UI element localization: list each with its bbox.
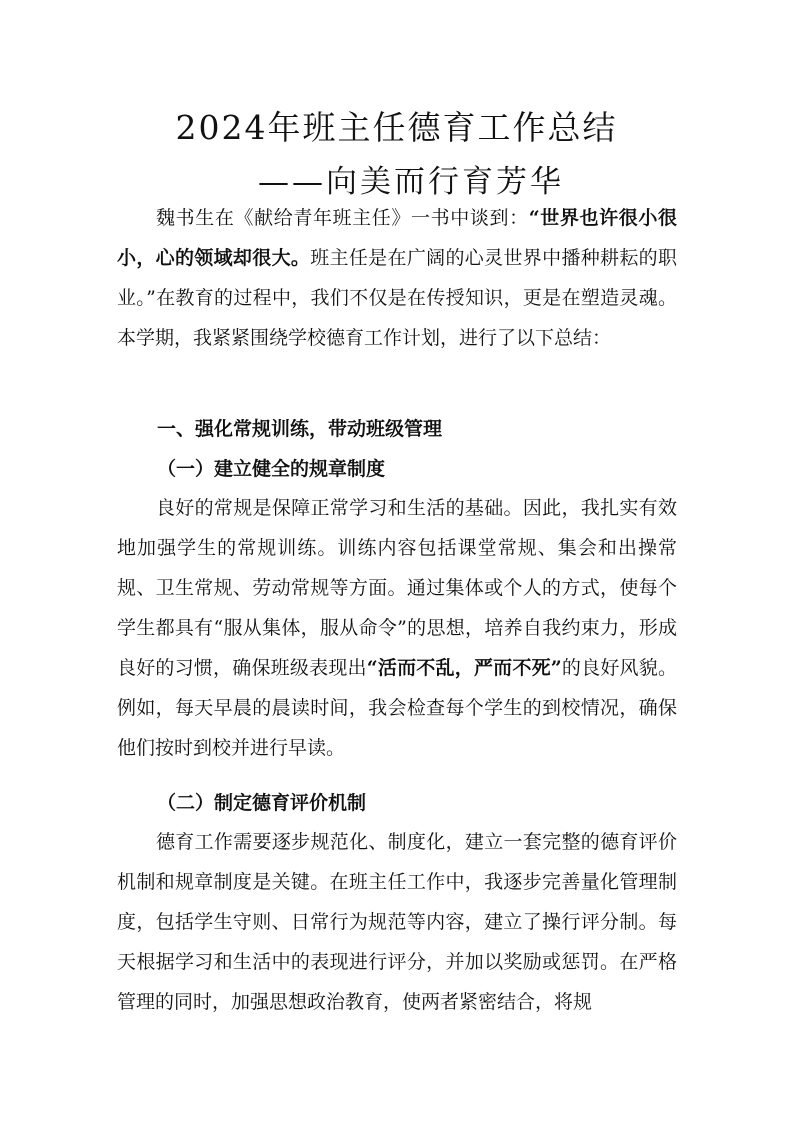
intro-text-2: 班主任是在广阔的心灵世界中播种耕耘的职业。”在教育的过程中，我们不仅是在传授知识，更是在塑造灵魂。本学期，我紧紧围绕学校德育工作计划，进行了以下总结： [117, 247, 677, 349]
intro-text-1: 魏书生在《献给青年班主任》一书中谈到： [156, 207, 529, 229]
intro-paragraph [117, 198, 677, 358]
subsection-2-heading: （二）制定德育评价机制 [157, 792, 367, 814]
subsection-2-paragraph [117, 822, 677, 1022]
document-subtitle: ——向美而行育芳华 [258, 164, 564, 200]
subsection-1-text-2: 的良好风貌。例如，每天早晨的晨读时间，我会检查每个学生的到校情况，确保他们按时到校并进行早读。 [117, 657, 677, 759]
intro-quote: “世界也许很小很小，心的领域却很大。 [117, 207, 677, 269]
subsection-1-paragraph [117, 488, 677, 768]
subsection-2-text: 德育工作需要逐步规范化、制度化，建立一套完整的德育评价机制和规章制度是关键。在班主任工作中，我逐步完善量化管理制度，包括学生守则、日常行为规范等内容，建立了操行评分制。每天根据学习和生活中的表现进行评分，并加以奖励或惩罚。在严格管理的同时，加强思想政治教育，使两者紧密结合，将规 [117, 831, 677, 1013]
subsection-1-heading: （一）建立健全的规章制度 [157, 458, 386, 480]
section-1-heading: 一、强化常规训练，带动班级管理 [157, 418, 443, 440]
document-title: 2024年班主任德育工作总结 [175, 108, 618, 147]
subsection-1-text-1: 良好的常规是保障正常学习和生活的基础。因此，我扎实有效地加强学生的常规训练。训练内容包括课堂常规、集会和出操常规、卫生常规、劳动常规等方面。通过集体或个人的方式，使每个学生都具有“服从集体，服从命令”的思想，培养自我约束力，形成良好的习惯，确保班级表现出 [117, 497, 677, 679]
subsection-1-emphasis: “活而不乱，严而不死” [366, 657, 562, 679]
